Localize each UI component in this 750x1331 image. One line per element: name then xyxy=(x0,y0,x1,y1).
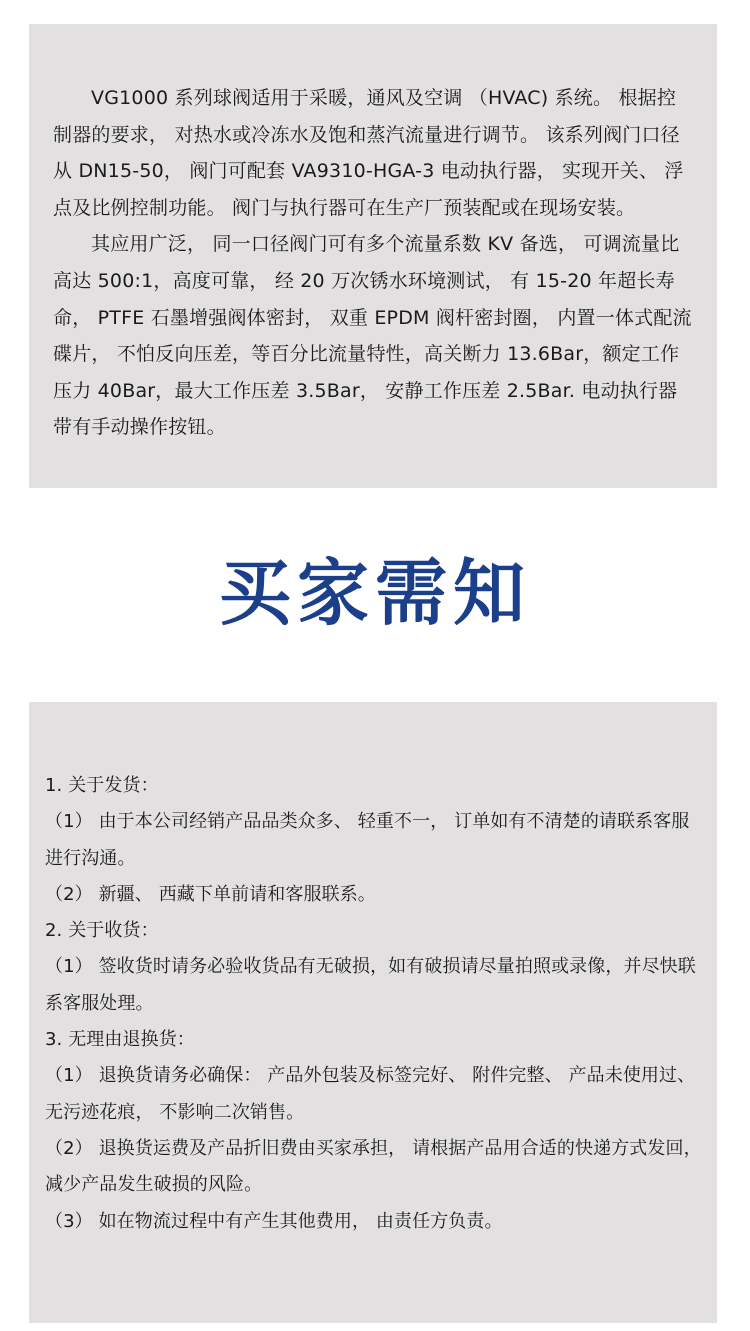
shipping-item-1: （1） 由于本公司经销产品品类众多、 轻重不一， 订单如有不清楚的请联系客服进行沟通。 xyxy=(45,811,690,869)
product-description-panel xyxy=(29,24,717,488)
description-paragraph-1: VG1000 系列球阀适用于采暖，通风及空调 （HVAC) 系统。 根据控制器的要求， 对热水或冷冻水及饱和蒸汽流量进行调节。 该系列阀门口径从 DN15-50， 阀门可配套 VA9310-HGA-3 电动执行器， 实现开关、 浮点及比例控制功能。 阀门与执行器可在生产厂预装配或在现场安装。 xyxy=(53,87,684,219)
shipping-item-2: （2） 新疆、 西藏下单前请和客服联系。 xyxy=(45,883,376,905)
returns-item-1: （1） 退换货请务必确保： 产品外包装及标签完好、 附件完整、 产品未使用过、 无污迹花痕， 不影响二次销售。 xyxy=(45,1065,696,1123)
returns-item-3: （3） 如在物流过程中有产生其他费用， 由责任方负责。 xyxy=(45,1210,503,1232)
returns-item-2: （2） 退换货运费及产品折旧费由买家承担， 请根据产品用合适的快递方式发回， 减少产品发生破损的风险。 xyxy=(45,1137,702,1196)
buyer-notice-panel xyxy=(29,702,717,1323)
buyer-notice-heading: 买家需知 xyxy=(218,551,531,635)
shipping-heading: 1. 关于发货： xyxy=(45,775,159,796)
description-paragraph-2: 其应用广泛， 同一口径阀门可有多个流量系数 KV 备选， 可调流量比高达 500:1，高度可靠， 经 20 万次锈水环境测试， 有 15-20 年超长寿命， PTFE 石墨增强阀体密封， 双重 EPDM 阀杆密封圈， 内置一体式配流碟片， 不怕反向压差，等百分比流量特性，高关断力 13.6Bar，额定工作压力 40Bar，最大工作压差 3.5Bar， 安静工作压差 2.5Bar. 电动执行器带有手动操作按钮。 xyxy=(53,233,692,439)
receiving-heading: 2. 关于收货： xyxy=(45,920,159,942)
receiving-item-1: （1） 签收货时请务必验收货品有无破损，如有破损请尽量拍照或录像，并尽快联系客服处理。 xyxy=(45,956,696,1014)
returns-heading: 3. 无理由退换货： xyxy=(45,1029,195,1051)
